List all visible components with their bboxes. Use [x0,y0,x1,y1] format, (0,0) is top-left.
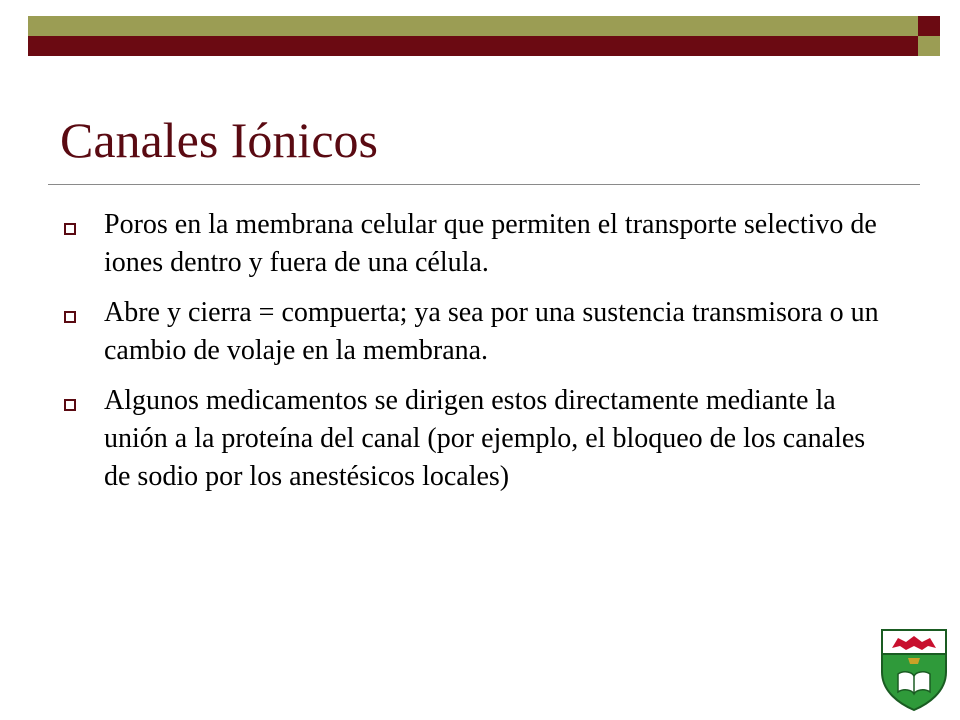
square-bullet-icon [64,223,76,235]
header-decoration-bar [0,0,960,60]
bullet-text: Abre y cierra = compuerta; ya sea por una sustencia transmisora o un cambio de volaje en la membrana. [104,297,879,366]
bullet-text: Algunos medicamentos se dirigen estos directamente mediante la unión a la proteína del canal (por ejemplo, el bloqueo de los canales de sodio por los anestésicos locales) [104,385,866,492]
slide-title: Canales Iónicos [60,112,378,168]
bullet-text: Poros en la membrana celular que permiten el transporte selectivo de iones dentro y fuera de una célula. [104,209,877,278]
bullet-item [60,382,880,496]
bullet-list [60,206,880,508]
header-olive-band [28,16,918,36]
square-bullet-icon [64,399,76,411]
corner-olive-square [918,36,940,56]
university-crest-icon [878,628,950,712]
corner-maroon-square [918,16,940,36]
square-bullet-icon [64,311,76,323]
title-divider [48,184,920,185]
header-maroon-band [28,36,918,56]
bullet-item [60,294,880,370]
bullet-item [60,206,880,282]
